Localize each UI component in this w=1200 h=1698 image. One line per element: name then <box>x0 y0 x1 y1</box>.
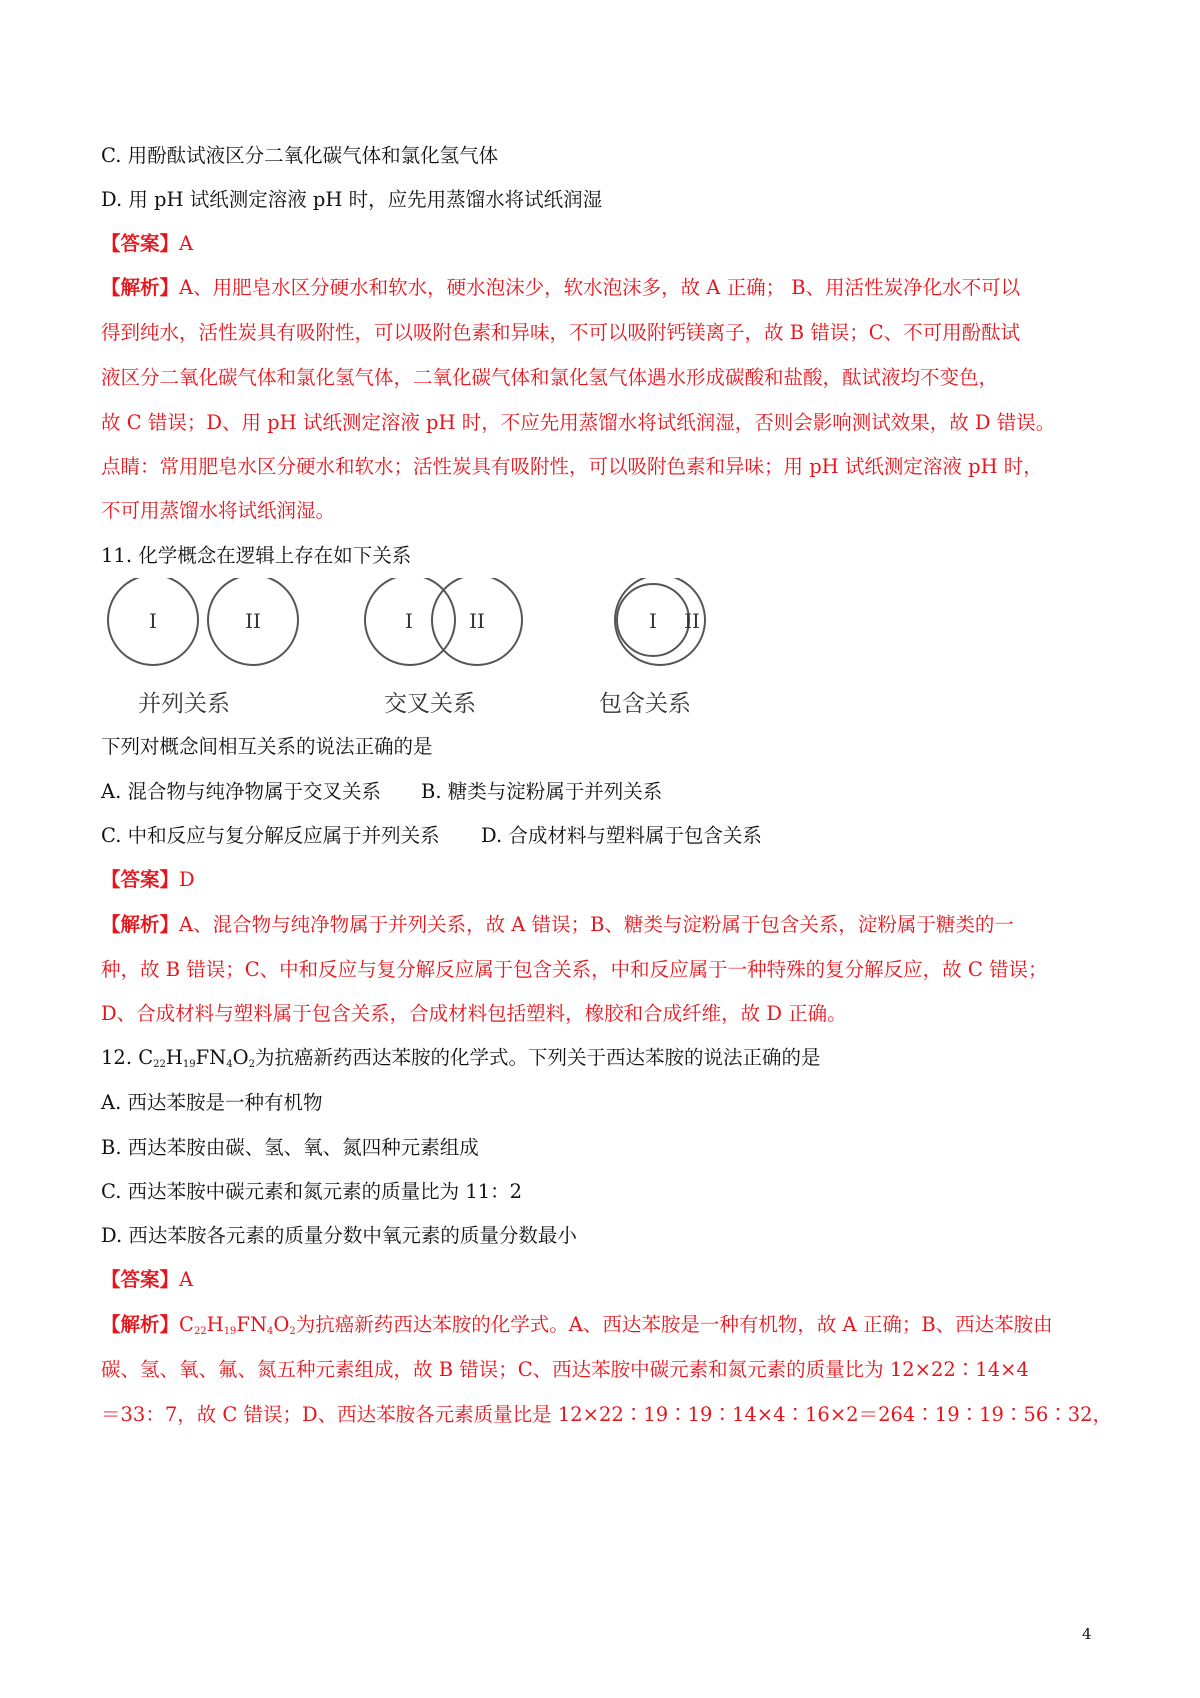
q11-answer <box>101 870 195 890</box>
parallel-relation-diagram <box>108 578 298 665</box>
label-parallel: 并列关系 <box>138 691 230 717</box>
q12-option-d: D. 西达苯胺各元素的质量分数中氧元素的质量分数最小 <box>101 1224 577 1247</box>
q11-option-a: A. 混合物与纯净物属于交叉关系 <box>101 780 381 803</box>
q10-option-c: C. 用酚酞试液区分二氧化碳气体和氯化氢气体 <box>101 144 499 167</box>
relationship-diagram <box>100 578 740 728</box>
analysis-text: 为抗癌新药西达苯胺的化学式。A、西达苯胺是一种有机物，故 A 正确；B、西达苯胺由 <box>295 1313 1053 1336</box>
answer-tag: 【答案】 <box>101 1268 180 1291</box>
q12-option-a: A. 西达苯胺是一种有机物 <box>101 1091 323 1114</box>
label-cross: 交叉关系 <box>384 691 476 717</box>
answer-tag: 【答案】 <box>101 868 180 891</box>
contain-inner-label: I <box>649 609 657 633</box>
q12-option-c: C. 西达苯胺中碳元素和氮元素的质量比为 11：2 <box>101 1180 523 1203</box>
answer-value: A <box>179 232 194 255</box>
q12-answer <box>101 1270 193 1290</box>
analysis-text: A、用肥皂水区分硬水和软水，硬水泡沫少，软水泡沫多，故 A 正确； B、用活性炭净化水不可以 <box>179 276 1021 299</box>
chemical-formula: $C_{22}H_{19}FN_4O_2$ <box>138 1046 255 1070</box>
q10-analysis-line-6: 不可用蒸馏水将试纸润湿。 <box>101 499 336 522</box>
q12-number: 12. <box>101 1046 133 1069</box>
cross-relation-diagram <box>365 578 522 665</box>
parallel-circle-2-label: II <box>245 609 261 633</box>
q11-options-cd <box>101 824 762 847</box>
q12-analysis-line-2: 碳、氢、氧、氟、氮五种元素组成，故 B 错误；C、西达苯胺中碳元素和氮元素的质量比为 12×22∶14×4 <box>101 1358 1029 1381</box>
page-number: 4 <box>1082 1625 1092 1643</box>
q12-option-b: B. 西达苯胺由碳、氢、氧、氮四种元素组成 <box>101 1136 479 1159</box>
q11-analysis-line-2: 种，故 B 错误；C、中和反应与复分解反应属于包含关系，中和反应属于一种特殊的复分解反应，故 C 错误； <box>101 958 1048 981</box>
q10-analysis-line-2: 得到纯水，活性炭具有吸附性，可以吸附色素和异味，不可以吸附钙镁离子，故 B 错误；C、不可用酚酞试 <box>101 321 1021 344</box>
q11-option-d: D. 合成材料与塑料属于包含关系 <box>481 824 762 847</box>
q11-option-b: B. 糖类与淀粉属于并列关系 <box>421 780 663 803</box>
q10-analysis-line-1 <box>101 278 1020 298</box>
q10-analysis-line-4: 故 C 错误；D、用 pH 试纸测定溶液 pH 时，不应先用蒸馏水将试纸润湿，否则会影响测试效果，故 D 错误。 <box>101 411 1056 434</box>
answer-value: A <box>179 1268 194 1291</box>
cross-circle-1-label: I <box>405 609 413 633</box>
contain-outer-label: II <box>684 609 700 633</box>
analysis-formula: $C_{22}H_{19}FN_4O_2$ <box>179 1313 296 1337</box>
q11-option-c: C. 中和反应与复分解反应属于并列关系 <box>101 824 440 847</box>
q12-stem-text: 为抗癌新药西达苯胺的化学式。下列关于西达苯胺的说法正确的是 <box>254 1046 821 1069</box>
analysis-tag: 【解析】 <box>101 913 180 936</box>
q10-analysis-line-5: 点睛：常用肥皂水区分硬水和软水；活性炭具有吸附性，可以吸附色素和异味；用 pH 试纸测定溶液 pH 时， <box>101 455 1043 478</box>
q11-analysis-line-3: D、合成材料与塑料属于包含关系，合成材料包括塑料，橡胶和合成纤维，故 D 正确。 <box>101 1002 847 1025</box>
analysis-tag: 【解析】 <box>101 276 180 299</box>
q10-analysis-line-3: 液区分二氧化碳气体和氯化氢气体，二氧化碳气体和氯化氢气体遇水形成碳酸和盐酸，酞试液均不变色， <box>101 366 999 389</box>
q10-answer <box>101 234 193 254</box>
analysis-text: A、混合物与纯净物属于并列关系，故 A 错误；B、糖类与淀粉属于包含关系，淀粉属于糖类的一 <box>179 913 1014 936</box>
parallel-circle-1-label: I <box>149 609 157 633</box>
q11-stem: 11. 化学概念在逻辑上存在如下关系 <box>101 544 412 567</box>
q12-analysis-line-3: ＝33：7，故 C 错误；D、西达苯胺各元素质量比是 12×22∶19∶19∶14×4∶16×2＝264∶19∶19∶56∶32， <box>101 1403 1113 1426</box>
q11-options-ab <box>101 780 663 803</box>
q11-question: 下列对概念间相互关系的说法正确的是 <box>101 735 433 758</box>
label-contain: 包含关系 <box>599 691 691 717</box>
q11-analysis-line-1 <box>101 915 1014 935</box>
q12-stem <box>101 1048 820 1070</box>
answer-tag: 【答案】 <box>101 232 180 255</box>
q10-option-d: D. 用 pH 试纸测定溶液 pH 时，应先用蒸馏水将试纸润湿 <box>101 188 603 211</box>
q12-analysis-line-1 <box>101 1315 1053 1337</box>
cross-circle-2-label: II <box>469 609 485 633</box>
analysis-tag: 【解析】 <box>101 1313 180 1336</box>
answer-value: D <box>179 868 195 891</box>
